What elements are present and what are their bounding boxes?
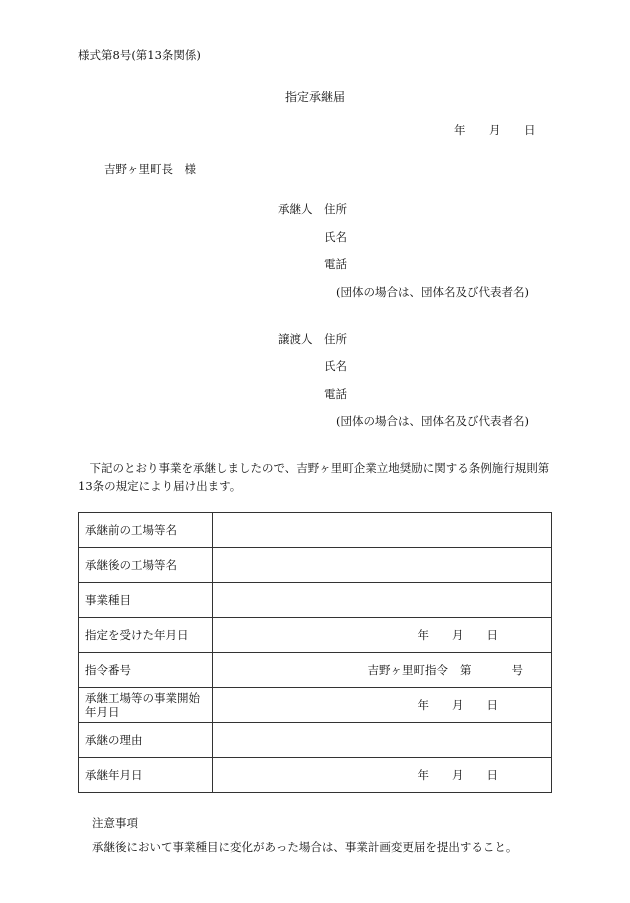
row-value-designation-date[interactable] bbox=[213, 618, 552, 653]
table-row bbox=[79, 548, 552, 583]
succession-form-table bbox=[78, 512, 552, 793]
day-label: 日 bbox=[486, 697, 498, 712]
successor-name-label: 氏名 bbox=[324, 230, 347, 244]
row-value-business-start-date[interactable] bbox=[213, 688, 552, 723]
notice-text: 下記のとおり事業を承継しましたので、吉野ヶ里町企業立地奨励に関する条例施行規則第13条の規定により届け出ます。 bbox=[78, 461, 550, 494]
caution-text: 承継後において事業種目に変化があった場合は、事業計画変更届を提出すること。 bbox=[92, 840, 518, 854]
row-label-pre-factory: 承継前の工場等名 bbox=[79, 513, 213, 548]
year-label: 年 bbox=[417, 767, 429, 782]
row-value-succession-date[interactable] bbox=[213, 758, 552, 793]
day-label: 日 bbox=[486, 767, 498, 782]
table-row bbox=[79, 723, 552, 758]
month-label: 月 bbox=[452, 767, 464, 782]
row-label-designation-date: 指定を受けた年月日 bbox=[79, 618, 213, 653]
table-row bbox=[79, 758, 552, 793]
successor-role: 承継人 bbox=[278, 202, 313, 216]
year-label: 年 bbox=[417, 627, 429, 642]
order-dai: 第 bbox=[460, 662, 472, 677]
caution-heading: 注意事項 bbox=[92, 816, 138, 830]
successor-note: (団体の場合は、団体名及び代表者名) bbox=[336, 285, 529, 299]
table-row bbox=[79, 583, 552, 618]
transferor-phone-label: 電話 bbox=[324, 387, 347, 401]
row-value-post-factory[interactable] bbox=[213, 548, 552, 583]
year-label: 年 bbox=[417, 697, 429, 712]
order-go: 号 bbox=[511, 662, 523, 677]
successor-address-label: 住所 bbox=[324, 202, 347, 216]
table-row bbox=[79, 688, 552, 723]
document-title: 指定承継届 bbox=[284, 90, 345, 104]
row-value-pre-factory[interactable] bbox=[213, 513, 552, 548]
date-month-label: 月 bbox=[489, 123, 501, 137]
month-label: 月 bbox=[452, 697, 464, 712]
table-row bbox=[79, 513, 552, 548]
form-number: 様式第8号(第13条関係) bbox=[78, 48, 201, 62]
transferor-address-label: 住所 bbox=[324, 332, 347, 346]
row-value-reason[interactable] bbox=[213, 723, 552, 758]
order-prefix: 吉野ヶ里町指令 bbox=[367, 662, 448, 677]
transferor-note: (団体の場合は、団体名及び代表者名) bbox=[336, 414, 529, 428]
transferor-role: 譲渡人 bbox=[278, 332, 313, 346]
date-day-label: 日 bbox=[524, 123, 536, 137]
transferor-name-label: 氏名 bbox=[324, 359, 347, 373]
row-label-post-factory: 承継後の工場等名 bbox=[79, 548, 213, 583]
day-label: 日 bbox=[486, 627, 498, 642]
row-value-order-number[interactable] bbox=[213, 653, 552, 688]
row-label-business-start-date: 承継工場等の事業開始年月日 bbox=[79, 688, 213, 723]
table-row bbox=[79, 618, 552, 653]
row-value-business-type[interactable] bbox=[213, 583, 552, 618]
successor-phone-label: 電話 bbox=[324, 257, 347, 271]
row-label-succession-date: 承継年月日 bbox=[79, 758, 213, 793]
table-row bbox=[79, 653, 552, 688]
row-label-business-type: 事業種目 bbox=[79, 583, 213, 618]
addressee: 吉野ヶ里町長 様 bbox=[104, 162, 196, 176]
month-label: 月 bbox=[452, 627, 464, 642]
row-label-order-number: 指令番号 bbox=[79, 653, 213, 688]
date-year-label: 年 bbox=[454, 123, 466, 137]
row-label-reason: 承継の理由 bbox=[79, 723, 213, 758]
